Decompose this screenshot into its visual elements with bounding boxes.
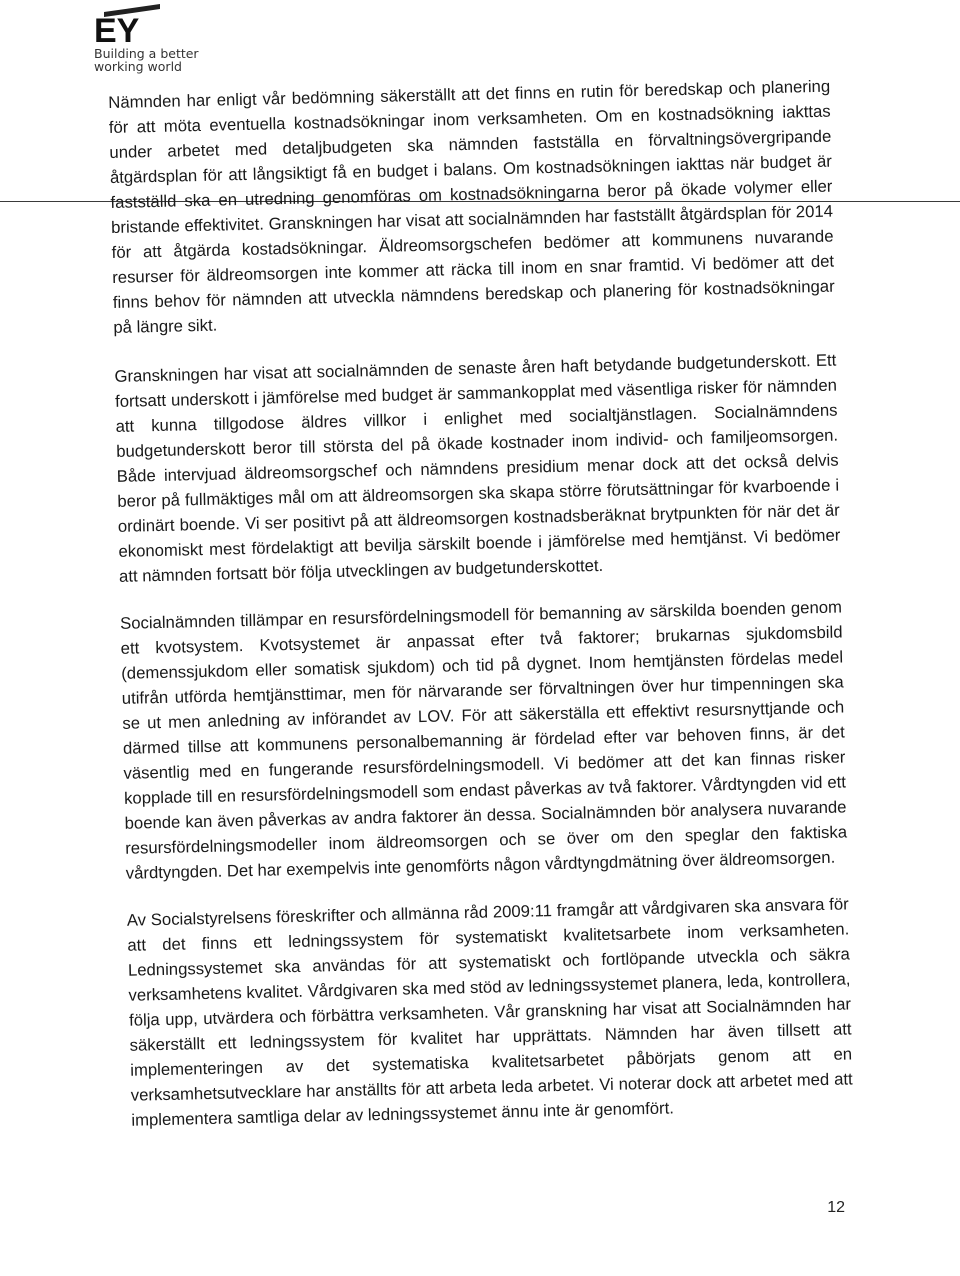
document-body	[108, 74, 854, 1155]
tagline-line-2: working world	[94, 59, 182, 74]
ey-tagline	[94, 47, 214, 73]
tagline-line-1: Building a better	[94, 46, 199, 61]
ey-logo-letters: EY	[94, 12, 140, 44]
paragraph-budget-deficit: Granskningen har visat att socialnämnden de senaste åren haft betydande budgetunderskott. Ett fortsatt underskott i jämförelse med budget är sammankopplat med väsentliga risker för nämnden att kunna tillgodose äldres villkor i enlighet med socialtjänstlagen. Socialnämndens budgetunderskott beror till största del på ökade kostnader inom individ- och familjeomsorgen. Både intervjuad äldreomsorgschef och nämndens presidium menar dock att det också delvis beror på fullmäktiges mål om att äldreomsorgen ska skapa större förutsättningar för kvarboende i ordinärt boende. Vi ser positivt på att äldreomsorgen kostnadsberäknat brytpunkten för när det är ekonomiskt mest fördelaktigt att bevilja särskilt boende i jämförelse med hemtjänst. Vi bedömer att nämnden fortsatt bör följa utvecklingen av budgetunderskottet.	[114, 350, 841, 586]
ey-logo	[94, 4, 214, 73]
ey-logo-mark	[94, 4, 162, 44]
page-number: 12	[827, 1199, 845, 1216]
paragraph-resource-allocation: Socialnämnden tillämpar en resursfördelningsmodell för bemanning av särskilda boenden genom ett kvotsystem. Kvotsystemet är anpassat efter två faktorer; brukarnas sjukdomsbild (demenssjukdom eller somatisk sjukdom) och tid på dygnet. Inom hemtjänsten fördelas medel utifrån utförda hemtjänsttimar, men för närvarande ser förvaltningen över hur timpenningen ska se ut men anledning av införandet av LOV. För att säkerställa ett effektivt resursnyttjande och därmed tillse att kommunens personalbemanning är fördelad efter var behoven finns, är det väsentlig med en fungerande resursfördelningsmodell. Vi bedömer att det kan finnas risker kopplade till en resursfördelningsmodell som endast påverkas av två faktorer. Vårdtyngden vid ett boende kan även påverkas av andra faktorer än dessa. Socialnämnden bör analysera nuvarande resursfördelningsmodeller inom äldreomsorgen och se över om den speglar den faktiska vårdtyngden. Det har exempelvis inte genomförts någon vårdtyngdmätning över äldreomsorgen.	[119, 597, 848, 883]
paragraph-management-system: Av Socialstyrelsens föreskrifter och allmänna råd 2009:11 framgår att vårdgivaren ska ansvara för att det finns ett ledningssystem för systematiskt kvalitetsarbete inom verksamheten. Ledningssystemet ska användas för att systematiskt och fortlöpande utveckla och säkra verksamhetens kvalitet. Vårdgivaren ska med stöd av ledningssystemet planera, leda, kontrollera, följa upp, utvärdera och förbättra verksamheten. Vår granskning har visat att Socialnämnden har säkerställt ett ledningssystem för kvalitet har upprättats. Nämnden har även tillsett att implementeringen av det systematiska kvalitetsarbetet påbörjats genom att en verksamhetsutvecklare har anställts för att arbeta leda arbetet. Vi noterar dock att arbetet med att implementera samtliga delar av ledningssystemet ännu inte är genomfört.	[126, 894, 853, 1130]
paragraph-budget-preparedness: Nämnden har enligt vår bedömning säkerställt att det finns en rutin för beredskap och planering för att möta eventuella kostnadsökningar inom verksamheten. Om en kostnadsökning iakttas under arbetet med detaljbudgeten ska nämnden fastställa en förvaltningsövergripande åtgärdsplan för att långsiktigt få en budget i balans. Om kostnadsökningen iakttas när budget är fastställd ska en utredning genomföras om kostnadsökningarna beror på ökade volymer eller bristande effektivitet. Granskningen har visat att socialnämnden har fastställt åtgärdsplan för 2014 för att åtgärda kostadsökningar. Äldreomsorgschefen bedömer att kommunens nuvarande resurser för äldreomsorgen inte kommer att räcka till inom en snar framtid. Vi bedömer att det finns behov för nämnden att utveckla nämndens beredskap och planering för kostnadsökningar på längre sikt.	[108, 76, 835, 337]
